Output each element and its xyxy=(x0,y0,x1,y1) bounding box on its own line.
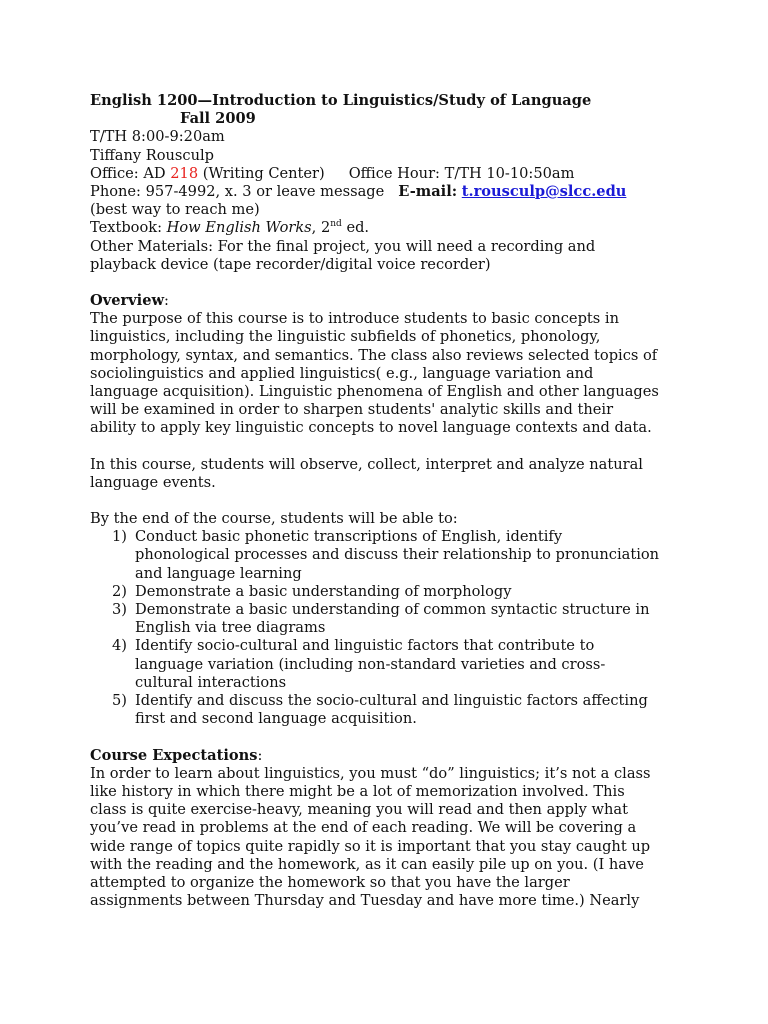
list-item-line: phonological processes and discuss their relationship to pronunciation xyxy=(135,546,660,564)
overview-line: The purpose of this course is to introduce students to basic concepts in xyxy=(90,310,619,328)
list-item-line: English via tree diagrams xyxy=(135,619,326,637)
expectations-line: you’ve read in problems at the end of each reading. We will be covering a xyxy=(90,819,637,837)
list-item-line: Identify and discuss the socio-cultural and linguistic factors affecting xyxy=(135,692,648,710)
email-label: E-mail: xyxy=(398,183,458,201)
class-schedule: T/TH 8:00-9:20am xyxy=(90,128,225,146)
course-term: Fall 2009 xyxy=(180,110,256,128)
observe-paragraph xyxy=(90,456,690,492)
textbook-prefix: Textbook: xyxy=(90,219,167,237)
overview-line: linguistics, including the linguistic subfields of phonetics, phonology, xyxy=(90,328,601,346)
textbook-edition-sup: nd xyxy=(330,219,342,230)
expectations-heading: Course Expectations xyxy=(90,746,258,764)
objectives-intro: By the end of the course, students will be able to: xyxy=(90,510,458,528)
expectations-line: assignments between Thursday and Tuesday and have more time.) Nearly xyxy=(90,892,640,910)
list-item-line: and language learning xyxy=(135,564,302,582)
overview-heading: Overview xyxy=(90,292,165,310)
list-item-number: 5) xyxy=(112,692,127,710)
email-link[interactable]: t.rousculp@slcc.edu xyxy=(461,183,627,201)
list-item-number: 1) xyxy=(112,528,127,546)
textbook-title: How English Works xyxy=(166,219,312,237)
expectations-line: wide range of topics quite rapidly so it is important that you stay caught up xyxy=(90,837,651,855)
expectations-colon: : xyxy=(257,746,263,764)
overview-line: language acquisition). Linguistic phenomena of English and other languages xyxy=(90,383,659,401)
overview-heading-line xyxy=(90,292,690,310)
list-item-line: language variation (including non-standard varieties and cross- xyxy=(135,655,606,673)
list-item-number: 3) xyxy=(112,601,127,619)
office-suffix: (Writing Center) xyxy=(198,164,325,182)
office-prefix: Office: AD xyxy=(90,164,171,182)
overview-line: will be examined in order to sharpen students' analytic skills and their xyxy=(90,401,614,419)
overview-line: sociolinguistics and applied linguistics( e.g., language variation and xyxy=(90,364,594,382)
overview-colon: : xyxy=(164,292,169,310)
expectations-line: attempted to organize the homework so that you have the larger xyxy=(90,873,570,891)
list-item-line: Conduct basic phonetic transcriptions of English, identify xyxy=(135,528,563,546)
expectations-line: like history in which there might be a lot of memorization involved. This xyxy=(90,782,625,800)
textbook-edition-suffix: ed. xyxy=(341,219,370,237)
expectations-section xyxy=(90,747,690,911)
office-hour: Office Hour: T/TH 10-10:50am xyxy=(348,164,575,182)
list-item-line: Demonstrate a basic understanding of common syntactic structure in xyxy=(135,601,650,619)
textbook-line xyxy=(90,219,690,237)
list-item-line: Identify socio-cultural and linguistic factors that contribute to xyxy=(135,637,595,655)
expectations-heading-line xyxy=(90,747,690,765)
observe-line: language events. xyxy=(90,473,216,491)
list-item-number: 2) xyxy=(112,582,127,600)
list-item xyxy=(90,583,690,601)
observe-line: In this course, students will observe, collect, interpret and analyze natural xyxy=(90,455,643,473)
instructor-name: Tiffany Rousculp xyxy=(90,146,214,164)
list-item xyxy=(90,528,690,583)
list-item xyxy=(90,692,690,728)
phone-line xyxy=(90,183,690,201)
list-item-line: cultural interactions xyxy=(135,673,287,691)
other-materials-line-1: Other Materials: For the final project, you will need a recording and xyxy=(90,237,596,255)
list-item xyxy=(90,637,690,692)
overview-line: morphology, syntax, and semantics. The class also reviews selected topics of xyxy=(90,346,658,364)
objectives-section xyxy=(90,510,690,728)
course-title: English 1200—Introduction to Linguistics/Study of Language xyxy=(90,92,592,109)
expectations-line: class is quite exercise-heavy, meaning you will read and then apply what xyxy=(90,801,628,819)
expectations-line: In order to learn about linguistics, you must “do” linguistics; it’s not a class xyxy=(90,764,651,782)
office-room: 218 xyxy=(170,164,199,182)
list-item-line: Demonstrate a basic understanding of morphology xyxy=(135,582,512,600)
objectives-list xyxy=(90,528,690,728)
syllabus-body xyxy=(90,92,690,910)
list-item-number: 4) xyxy=(112,637,127,655)
list-item xyxy=(90,601,690,637)
expectations-line: with the reading and the homework, as it can easily pile up on you. (I have xyxy=(90,855,644,873)
overview-line: ability to apply key linguistic concepts to novel language contexts and data. xyxy=(90,419,652,437)
list-item-line: first and second language acquisition. xyxy=(135,710,417,728)
other-materials-line-2: playback device (tape recorder/digital voice recorder) xyxy=(90,255,491,273)
contact-note: (best way to reach me) xyxy=(90,201,260,219)
phone-text: Phone: 957-4992, x. 3 or leave message xyxy=(90,183,385,201)
office-line xyxy=(90,165,690,183)
textbook-edition-num: , 2 xyxy=(311,219,331,237)
overview-section xyxy=(90,292,690,438)
